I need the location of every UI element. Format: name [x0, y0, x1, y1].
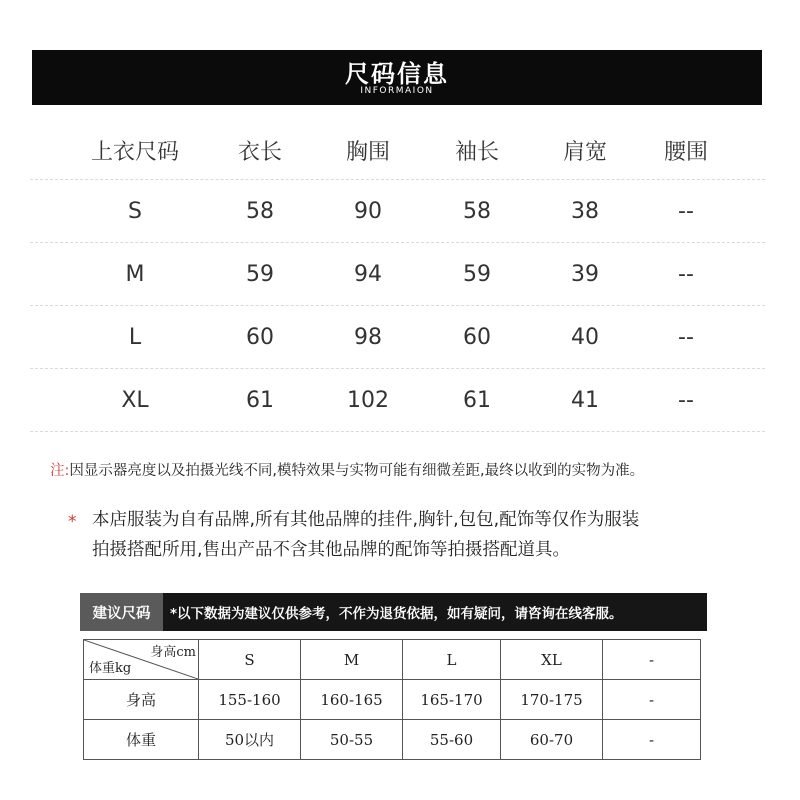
corner-weight-label: 体重kg	[89, 661, 132, 676]
size-table-header-row	[30, 120, 765, 180]
cell-waist: --	[678, 262, 694, 287]
cell-size: M	[125, 262, 145, 287]
cell-waist: --	[678, 388, 694, 413]
column-header: XL	[501, 640, 603, 680]
cell-shoulder: 39	[571, 262, 599, 287]
table-row	[30, 180, 765, 243]
table-row	[30, 369, 765, 432]
cell-sleeve: 58	[463, 199, 491, 224]
table-cell: 50以内	[199, 720, 301, 760]
asterisk-icon: *	[68, 512, 77, 532]
table-cell: 155-160	[199, 680, 301, 720]
table-cell: 50-55	[301, 720, 403, 760]
recommend-label: 建议尺码	[80, 593, 163, 631]
cell-length: 61	[246, 388, 274, 413]
table-cell: 160-165	[301, 680, 403, 720]
cell-length: 59	[246, 262, 274, 287]
header-shoulder: 肩宽	[562, 139, 607, 165]
brand-notice	[68, 505, 768, 565]
cell-size: L	[128, 325, 142, 350]
table-row	[84, 720, 701, 760]
cell-shoulder: 40	[571, 325, 599, 350]
header-length: 衣长	[237, 139, 282, 165]
corner-cell	[84, 640, 199, 680]
cell-shoulder: 38	[571, 199, 599, 224]
row-label: 体重	[84, 720, 199, 760]
row-label: 身高	[84, 680, 199, 720]
cell-shoulder: 41	[571, 388, 599, 413]
cell-sleeve: 60	[463, 325, 491, 350]
header-bust: 胸围	[345, 139, 390, 165]
header-waist: 腰围	[663, 139, 708, 165]
table-cell: 60-70	[501, 720, 603, 760]
column-header: S	[199, 640, 301, 680]
table-cell: 55-60	[403, 720, 501, 760]
table-cell: 170-175	[501, 680, 603, 720]
cell-length: 58	[246, 199, 274, 224]
banner-subtitle: INFORMAION	[360, 86, 434, 96]
recommend-disclaimer: *以下数据为建议仅供参考，不作为退货依据，如有疑问，请咨询在线客服。	[170, 606, 623, 622]
table-row	[84, 680, 701, 720]
column-header: M	[301, 640, 403, 680]
table-row	[84, 640, 701, 680]
cell-waist: --	[678, 199, 694, 224]
recommend-size-table	[83, 639, 701, 760]
size-table	[30, 120, 765, 432]
cell-size: XL	[121, 388, 149, 413]
table-row	[30, 306, 765, 369]
notice-line: 本店服装为自有品牌,所有其他品牌的挂件,胸针,包包,配饰等仅作为服装	[92, 510, 640, 530]
notice-line: 拍摄搭配所用,售出产品不含其他品牌的配饰等拍摄搭配道具。	[92, 540, 571, 560]
note-text: 因显示器亮度以及拍摄光线不同,模特效果与实物可能有细微差距,最终以收到的实物为准。	[69, 463, 645, 479]
size-info-banner	[32, 50, 762, 105]
header-sleeve: 袖长	[454, 139, 499, 165]
banner-title: 尺码信息	[345, 60, 449, 88]
header-size: 上衣尺码	[90, 139, 179, 165]
cell-bust: 90	[354, 199, 382, 224]
table-cell: -	[603, 680, 701, 720]
column-header: -	[603, 640, 701, 680]
cell-waist: --	[678, 325, 694, 350]
note-mark: 注:	[50, 463, 70, 479]
display-note	[50, 459, 780, 480]
corner-height-label: 身高cm	[150, 645, 196, 660]
cell-size: S	[128, 199, 142, 224]
table-cell: -	[603, 720, 701, 760]
row-divider	[30, 431, 765, 432]
cell-bust: 94	[354, 262, 382, 287]
column-header: L	[403, 640, 501, 680]
table-row	[30, 243, 765, 306]
cell-sleeve: 61	[463, 388, 491, 413]
recommend-bar	[80, 593, 707, 631]
cell-bust: 98	[354, 325, 382, 350]
cell-bust: 102	[347, 388, 389, 413]
cell-sleeve: 59	[463, 262, 491, 287]
table-cell: 165-170	[403, 680, 501, 720]
cell-length: 60	[246, 325, 274, 350]
